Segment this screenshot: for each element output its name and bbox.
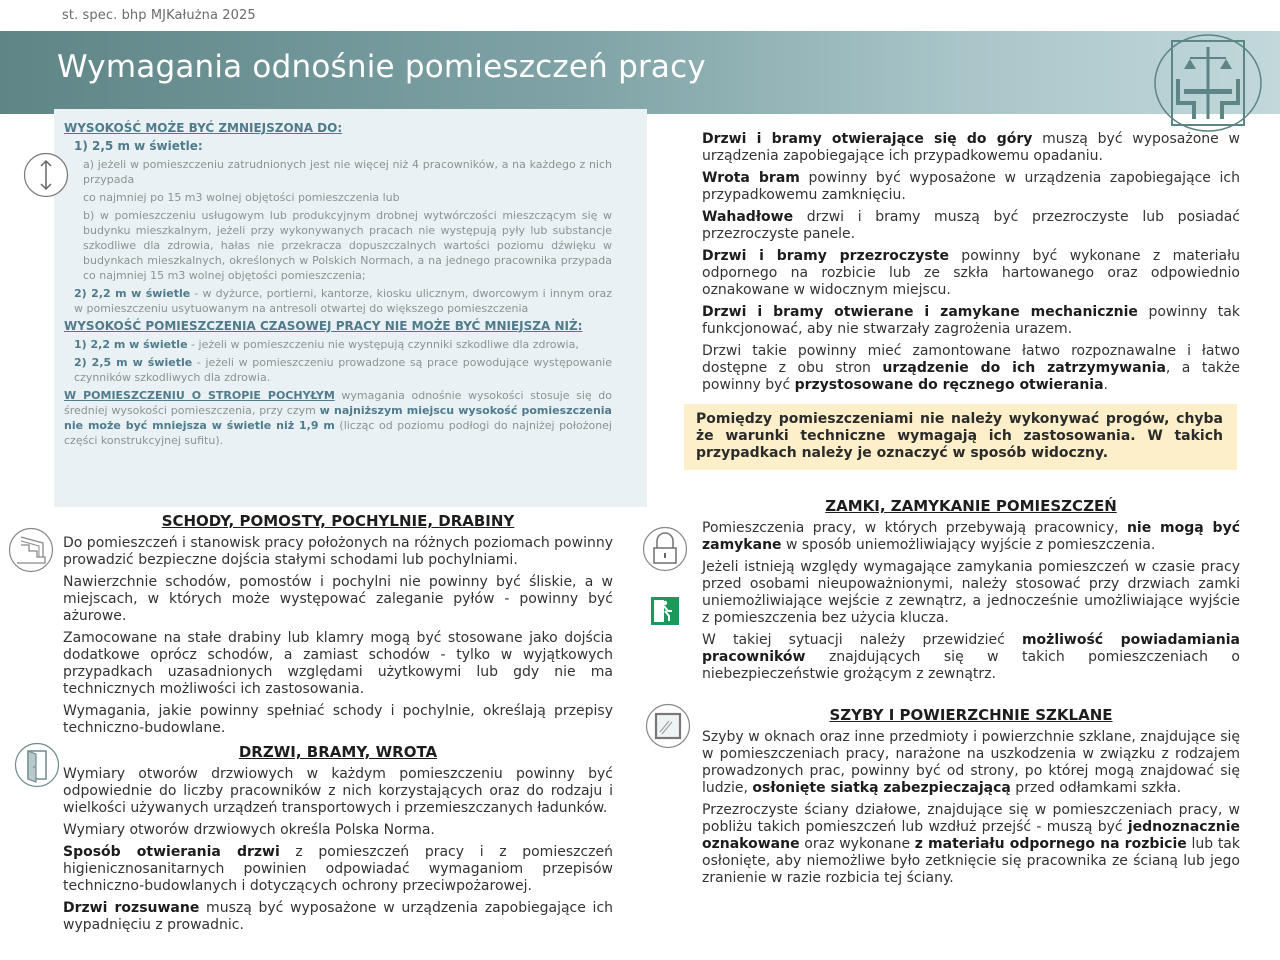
glass-p2-bold-1: jednoznacznie oznakowane <box>702 819 1240 852</box>
doors-paragraph-4-text: muszą być wyposażone w urządzenia zapobiegające ich wypadnięciu z prowadnic. <box>63 900 614 933</box>
doors-paragraph-2: Wymiary otworów drzwiowych określa Polska Norma. <box>63 822 435 838</box>
temporary-item-1-label: 1) 2,2 m w świetle <box>74 338 188 351</box>
gate-wings-paragraph <box>702 170 1240 204</box>
glass-p1-text-b: przed odłamkami szkła. <box>1010 780 1182 796</box>
mechanical-doors-paragraph <box>702 304 1240 338</box>
door-stopping-text-a: Drzwi takie powinny mieć zamontowane łatwo rozpoznawalne i łatwo dostępne z obu stron <box>702 343 1240 376</box>
height-item-1b: b) w pomieszczeniu usługowym lub produkcyjnym drobnej wytwórczości mieszczącym się w budynku mieszkalnym, jeżeli przy wykonywanych pracach nie występują pyły lub substancje szkodliwe dla zdrowia, hałas nie przekracza dopuszczalnych wartości poziomu dźwięku w budynkach mieszkalnych, określonych w Polskich Normach, a na jednego pracownika przypada co najmniej 15 m3 wolnej objętości pomieszczenia; <box>83 209 612 282</box>
door-stopping-paragraph <box>702 343 1240 394</box>
glass-p1-text-a: Szyby w oknach oraz inne przedmioty i powierzchnie szklane, znajdujące się w pomieszczeniach pracy, narażone na uszkodzenia w związku z rodzajem prowadzonych prac, powinny być od strony, po której mogą znajdować się ludzie, <box>702 729 1240 796</box>
transparent-doors-paragraph <box>702 248 1240 299</box>
locks-p3-text-b: znajdujących się w takich pomieszczeniach o niebezpieczeństwie grożącym z zewnątrz. <box>702 649 1240 682</box>
stairs-icon <box>8 527 54 573</box>
transparent-doors-text: powinny być wykonane z materiału odpornego na rozbicie lub ze szkła hartowanego oraz odpowiednio oznakowane w widocznym miejscu. <box>702 248 1240 298</box>
author-note: st. spec. bhp MJKałużna 2025 <box>62 8 256 23</box>
doors-up-paragraph <box>702 131 1240 165</box>
glass-paragraph-2 <box>702 802 1240 887</box>
door-stopping-text-c: . <box>1103 377 1108 393</box>
doors-paragraph-3 <box>63 844 613 895</box>
locks-paragraph-1 <box>702 520 1240 554</box>
doors-paragraph-3-text: z pomieszczeń pracy i z pomieszczeń higienicznosanitarnych powinien odpowiadać wymaganiom przepisów techniczno-budowlanych i dotyczących ochrony przeciwpożarowej. <box>63 844 613 894</box>
locks-p1-text-a: Pomieszczenia pracy, w których przebywają pracownicy, <box>702 520 1127 536</box>
doors-up-bold: Drzwi i bramy otwierające się do góry <box>702 131 1033 147</box>
gate-wings-bold: Wrota bram <box>702 170 800 186</box>
height-requirements-box <box>54 109 647 507</box>
temporary-work-heading: WYSOKOŚĆ POMIESZCZENIA CZASOWEJ PRACY NIE MOŻE BYĆ MNIEJSZA NIŻ: <box>64 319 583 333</box>
door-stopping-text-b: , a także powinny być <box>702 360 1240 393</box>
vertical-arrows-icon <box>23 152 69 198</box>
doors-paragraph-3-bold: Sposób otwierania drzwi <box>63 844 280 860</box>
stairs-paragraph-2: Nawierzchnie schodów, pomostów i pochylni nie powinny być śliskie, a w miejscach, w których może występować zaleganie pyłów - powinny być ażurowe. <box>63 574 613 624</box>
doors-section-title: DRZWI, BRAMY, WROTA <box>238 743 438 761</box>
height-item-2 <box>64 286 612 316</box>
door-stopping-bold-2: przystosowane do ręcznego otwierania <box>794 377 1104 393</box>
temporary-item-2-label: 2) 2,5 m w świetle <box>74 356 193 369</box>
locks-p1-text-b: w sposób uniemożliwiający wyjście z pomieszczenia. <box>781 537 1156 553</box>
temporary-item-2 <box>64 355 612 385</box>
locks-paragraph-3 <box>702 632 1240 683</box>
glass-p2-text-b: oraz wykonane <box>799 836 915 852</box>
doors-paragraph-4 <box>63 900 613 934</box>
sloped-ceiling-label: W POMIESZCZENIU O STROPIE POCHYŁYM <box>64 389 335 402</box>
locks-p1-bold: nie mogą być zamykane <box>702 520 1240 553</box>
height-reduction-heading: WYSOKOŚĆ MOŻE BYĆ ZMNIEJSZONA DO: <box>64 121 343 135</box>
height-item-2-label: 2) 2,2 m w świetle <box>74 287 191 300</box>
locks-p3-text-a: W takiej sytuacji należy przewidzieć <box>702 632 1022 648</box>
title-banner <box>0 31 1280 114</box>
glass-pane-icon <box>645 703 691 749</box>
emergency-exit-icon <box>651 597 679 625</box>
door-icon <box>14 742 60 788</box>
glass-paragraph-1 <box>702 729 1240 797</box>
locks-column <box>702 496 1240 688</box>
padlock-icon <box>642 526 688 572</box>
mechanical-doors-text: powinny tak funkcjonować, aby nie stwarzały zagrożenia urazem. <box>702 304 1240 337</box>
doors-continued-column <box>702 131 1240 399</box>
height-item-2-text: - w dyżurce, portierni, kantorze, kiosku ulicznym, dworcowym i innym oraz w pomieszczeniu usytuowanym na antresoli otwartej do większego pomieszczenia <box>74 287 612 315</box>
swing-doors-bold: Wahadłowe <box>702 209 794 225</box>
stairs-paragraph-4: Wymagania, jakie powinny spełniać schody i pochylnie, określają przepisy techniczno-budowlane. <box>63 703 613 736</box>
glass-p2-text-c: lub tak osłonięte, aby niemożliwe było zetknięcie się pracownika ze ścianą lub jego zranienie w razie rozbicia tej ściany. <box>702 836 1240 886</box>
glass-p2-bold-2: z materiału odpornego na rozbicie <box>914 836 1187 852</box>
stairs-paragraph-3: Zamocowane na stałe drabiny lub klamry mogą być stosowane jako dojścia dodatkowe oprócz schodów, a zamiast schodów - tylko w wyjątkowych przypadkach uzasadnionych względami użytkowymi lub gdy nie ma technicznych możliwości ich zastosowania. <box>63 630 613 697</box>
gate-wings-text: powinny być wyposażone w urządzenia zapobiegające ich przypadkowemu zamknięciu. <box>702 170 1240 203</box>
sloped-ceiling-text-2: (licząc od poziomu podłogi do najniżej położonej części konstrukcyjnej sufitu). <box>64 419 612 447</box>
locks-p3-bold: możliwość powiadamiania pracowników <box>702 632 1240 665</box>
height-item-1a-cont: co najmniej po 15 m3 wolnej objętości pomieszczenia lub <box>83 191 400 204</box>
swing-doors-paragraph <box>702 209 1240 243</box>
locks-paragraph-2: Jeżeli istnieją względy wymagające zamykania pomieszczeń w czasie pracy przed osobami nieupoważnionymi, należy stosować przy drzwiach zamki uniemożliwiające wejście z zewnątrz, a jednocześnie umożliwiające wyjście z pomieszczenia bez użycia klucza. <box>702 559 1240 626</box>
temporary-item-2-text: - jeżeli w pomieszczeniu prowadzone są prace powodujące występowanie czynników szkodliwych dla zdrowia. <box>74 356 612 384</box>
left-column <box>63 511 613 939</box>
stairs-paragraph-1: Do pomieszczeń i stanowisk pracy położonych na różnych poziomach powinny prowadzić bezpieczne dojścia stałymi schodami lub pochylniami. <box>63 535 613 568</box>
sloped-ceiling-text-1: wymagania odnośnie wysokości stosuje się do średniej wysokości pomieszczenia, przy czym <box>64 389 612 417</box>
height-item-1a: a) jeżeli w pomieszczeniu zatrudnionych jest nie więcej niż 4 pracowników, a na każdego z nich przypada <box>83 158 612 186</box>
door-stopping-bold-1: urządzenie do ich zatrzymywania <box>882 360 1166 376</box>
workplace-table-lamp-logo-icon <box>1152 33 1264 133</box>
doors-up-text: muszą być wyposażone w urządzenia zapobiegające ich przypadkowemu opadaniu. <box>702 131 1240 164</box>
swing-doors-text: drzwi i bramy muszą być przezroczyste lub posiadać przezroczyste panele. <box>702 209 1240 242</box>
page-title: Wymagania odnośnie pomieszczeń pracy <box>57 49 706 85</box>
transparent-doors-bold: Drzwi i bramy przezroczyste <box>702 248 949 264</box>
height-item-1-label: 1) 2,5 m w świetle: <box>74 139 203 153</box>
temporary-item-1 <box>64 337 612 352</box>
mechanical-doors-bold: Drzwi i bramy otwierane i zamykane mechanicznie <box>702 304 1138 320</box>
doors-paragraph-4-bold: Drzwi rozsuwane <box>63 900 200 916</box>
glass-p2-text-a: Przezroczyste ściany działowe, znajdujące się w pomieszczeniach pracy, w pobliżu takich pomieszczeń lub wzdłuż przejść - muszą być <box>702 802 1240 835</box>
glass-section-title: SZYBY I POWIERZCHNIE SZKLANE <box>829 706 1113 724</box>
sloped-ceiling-paragraph <box>64 388 612 448</box>
sloped-ceiling-bold: w najniższym miejscu wysokość pomieszczenia nie może być mniejsza w świetle niż 1,9 m <box>64 404 612 432</box>
doors-paragraph-1: Wymiary otworów drzwiowych w każdym pomieszczeniu powinny być odpowiednie do liczby pracowników z nich korzystających oraz do rodzaju i wielkości używanych urządzeń transportowych i przemieszczanych ładunków. <box>63 766 613 816</box>
glass-column <box>702 705 1240 892</box>
threshold-note: Pomiędzy pomieszczeniami nie należy wykonywać progów, chyba że warunki techniczne wymagają ich zastosowania. W takich przypadkach należy je oznaczyć w sposób widoczny. <box>684 404 1237 470</box>
temporary-item-1-text: - jeżeli w pomieszczeniu nie występują czynniki szkodliwe dla zdrowia, <box>187 338 579 351</box>
stairs-section-title: SCHODY, POMOSTY, POCHYLNIE, DRABINY <box>161 512 515 530</box>
glass-p1-bold: osłonięte siatką zabezpieczającą <box>752 780 1011 796</box>
locks-section-title: ZAMKI, ZAMYKANIE POMIESZCZEŃ <box>825 497 1117 515</box>
